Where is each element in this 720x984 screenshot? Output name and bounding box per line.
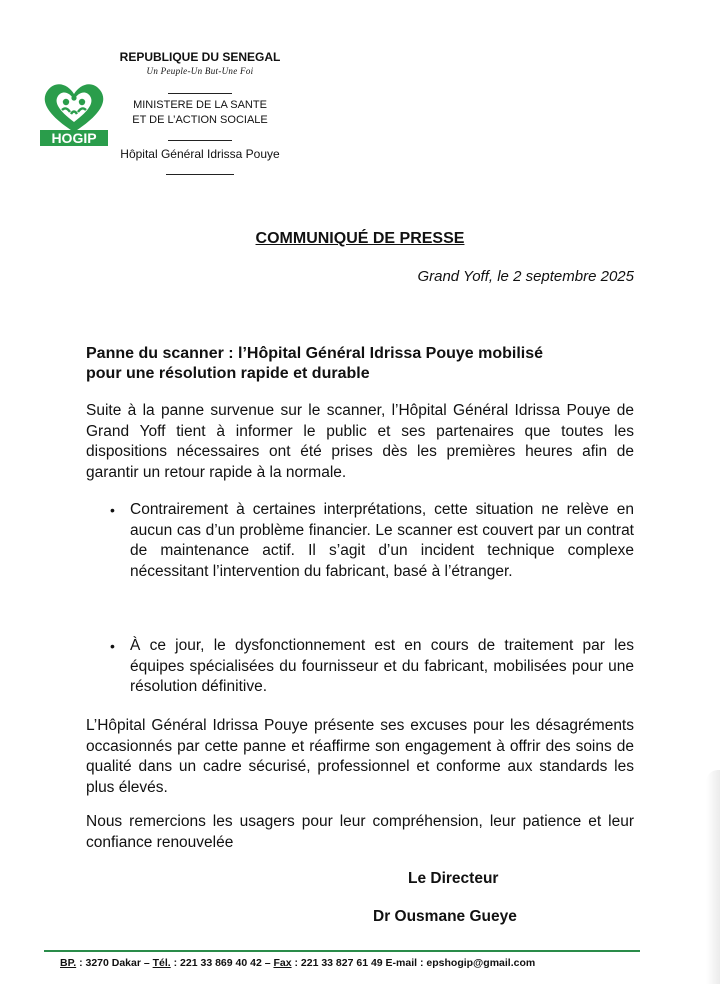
paragraph-apology: L’Hôpital Général Idrissa Pouye présente ses excuses pour les désagréments occasionnés par cette panne et réaffirme son engagement à offrir des soins de qualité dans un cadre sécurisé, professionnel et conforme aux standards les plus élevés. — [86, 717, 634, 796]
hospital-name: Hôpital Général Idrissa Pouye — [120, 147, 280, 161]
dateline: Grand Yoff, le 2 septembre 2025 — [417, 268, 634, 285]
signature-name: Dr Ousmane Gueye — [373, 908, 517, 925]
bullet-item: Contrairement à certaines interprétations, cette situation ne relève en aucun cas d’un problème financier. Le scanner est couvert par un contrat de maintenance actif. Il s’agit d’un incident technique complexe nécessitant l’intervention du fabricant, basé à l’étranger. — [130, 501, 634, 580]
hogip-logo — [36, 76, 112, 146]
letterhead — [0, 0, 720, 190]
bullet-item: À ce jour, le dysfonctionnement est en cours de traitement par les équipes spécialisées du fournisseur et du fabricant, mobilisées pour une résolution définitive. — [130, 637, 634, 695]
header-divider — [168, 140, 232, 141]
page-edge-shadow — [706, 770, 720, 984]
ministry-line-2: ET DE L’ACTION SOCIALE — [132, 114, 268, 126]
subject-line-2: pour une résolution rapide et durable — [86, 365, 370, 382]
header-divider — [166, 174, 234, 175]
footer-contact — [60, 957, 660, 969]
paragraph-intro: Suite à la panne survenue sur le scanner, l’Hôpital Général Idrissa Pouye de Grand Yoff tient à informer le public et ses partenaires que toutes les dispositions nécessaires ont été prises dès les premières heures afin de garantir un retour rapide à la normale. — [86, 402, 634, 481]
header-divider — [168, 93, 232, 94]
signature-role: Le Directeur — [408, 870, 499, 887]
footer-tel-value: : 221 33 869 40 42 – — [170, 957, 274, 969]
paragraph-thanks: Nous remercions les usagers pour leur compréhension, leur patience et leur confiance renouvelée — [86, 813, 634, 851]
republic-name: REPUBLIQUE DU SENEGAL — [119, 50, 281, 64]
footer-divider — [44, 950, 640, 952]
subject-heading — [86, 344, 646, 384]
footer-bp-value: : 3270 Dakar – — [76, 957, 153, 969]
document-title: COMMUNIQUÉ DE PRESSE — [255, 230, 465, 247]
ministry-line-1: MINISTERE DE LA SANTE — [133, 99, 267, 111]
national-motto: Un Peuple-Un But-Une Foi — [146, 66, 254, 76]
bullet-icon: • — [110, 638, 115, 654]
subject-line-1: Panne du scanner : l’Hôpital Général Idrissa Pouye mobilisé — [86, 345, 544, 362]
footer-fax-value: : 221 33 827 61 49 E-mail : epshogip@gmail.com — [291, 957, 536, 969]
bullet-icon: • — [110, 502, 115, 518]
footer-tel-label: Tél. — [152, 957, 171, 969]
logo-text: HOGIP — [51, 130, 97, 146]
footer-fax-label: Fax — [273, 957, 292, 969]
footer-bp-label: BP. — [60, 957, 77, 969]
